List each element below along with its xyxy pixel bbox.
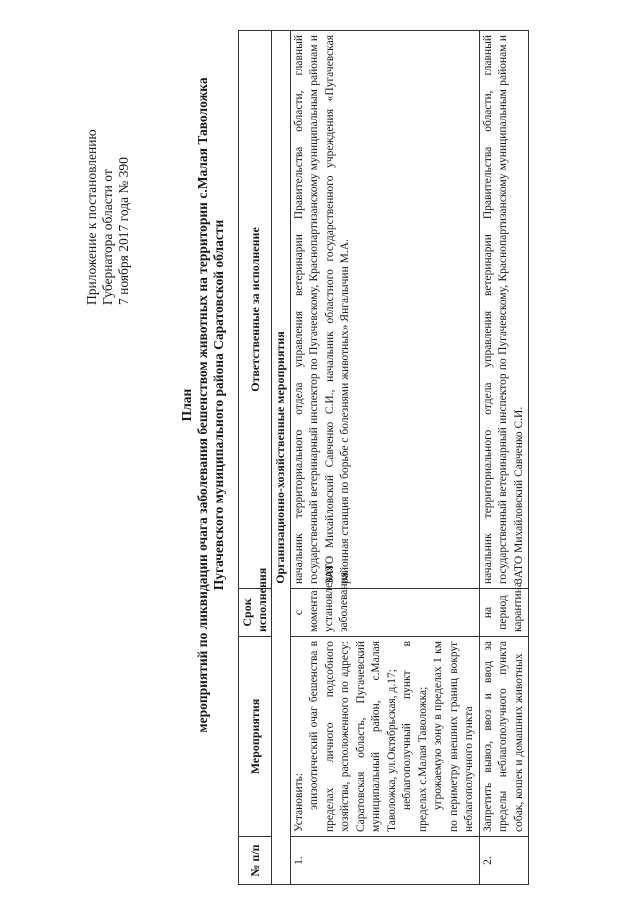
row-responsible: начальник территориального отдела управления ветеринарии Правительства области, главный государственный ветеринарный инспектор по Пугачевскому, Краснопартизанскому муниципальным районам и ЗАТО Михайловский Савченко С.И. <box>479 31 529 589</box>
row-responsible: начальник территориального отдела управления ветеринарии Правительства области, главный государственный ветеринарный инспектор по Пугачевскому, Краснопартизанскому муниципальным районам и ЗАТО Михайловский Савченко С.И., начальник областного государственного учреждения «Пугачевская районная станция по борьбе с болезнями животных» Янгалычин М.А. <box>290 31 479 589</box>
section-title: Организационно-хозяйственные мероприятия <box>272 31 291 885</box>
section-row <box>272 31 291 885</box>
row-term: на период карантина <box>479 589 529 637</box>
header-number: № п/п <box>239 837 272 885</box>
header-events: Мероприятия <box>239 637 272 837</box>
document-title <box>179 55 227 755</box>
appendix-line-3: 7 ноября 2017 года № 390 <box>116 157 131 305</box>
event-paragraph: угрожаемую зону в пределах 1 км по периметру внешних границ вокруг неблагополучного пункта <box>432 641 475 832</box>
row-term: с момента установления заболевания <box>290 589 479 637</box>
table-header-row <box>239 31 272 885</box>
row-event: Запретить вывоз, ввоз и ввод за пределы неблагополучного пункта собак, кошек и домашних животных <box>479 637 529 837</box>
event-paragraph: неблагополучный пункт в пределах с.Малая Таволожка; <box>401 641 429 832</box>
title-line-1: План <box>179 388 194 422</box>
event-paragraph: эпизоотический очаг бешенства в пределах личного подсобного хозяйства, расположенного по адресу: Саратовская область, Пугачевский муниципальный район, с.Малая Таволожка, ул.Октябрьская, д.17; <box>308 641 398 832</box>
header-responsible: Ответственные за исполнение <box>239 31 272 589</box>
appendix-line-1: Приложение к постановлению <box>84 129 99 305</box>
row-number: 1. <box>290 837 479 885</box>
appendix-note <box>84 129 132 305</box>
table-row <box>290 31 479 885</box>
title-line-2: мероприятий по ликвидации очага заболевания бешенством животных на территории с.Малая Таволожка <box>195 77 210 733</box>
row-number: 2. <box>479 837 529 885</box>
title-line-3: Пугачевского муниципального района Саратовской области <box>211 219 226 591</box>
header-term: Срок исполнения <box>239 589 272 637</box>
plan-table <box>238 30 529 885</box>
table-row <box>479 31 529 885</box>
row-event <box>290 637 479 837</box>
appendix-line-2: Губернатора области от <box>100 169 115 305</box>
event-paragraph: Установить: <box>292 772 305 832</box>
